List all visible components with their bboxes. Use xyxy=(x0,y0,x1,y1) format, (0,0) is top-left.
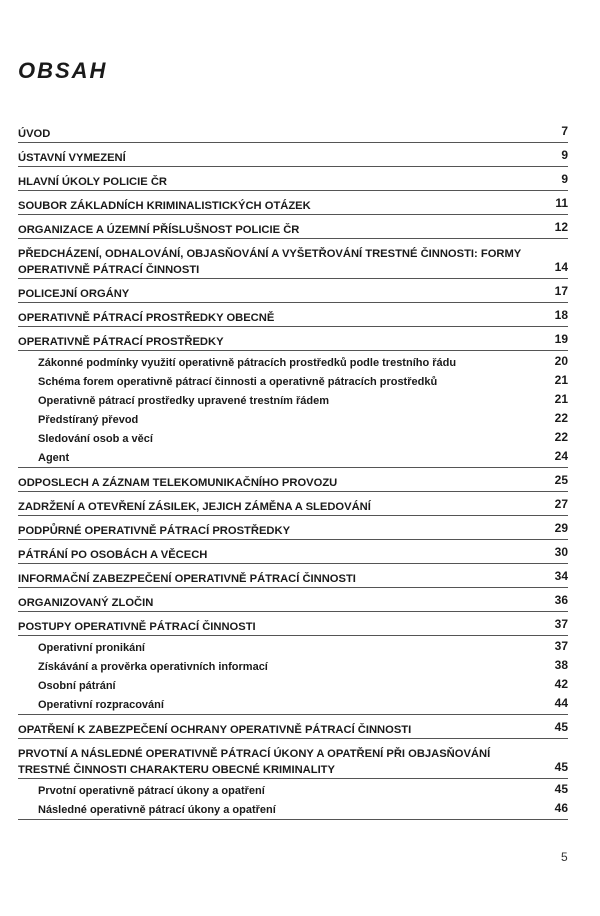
toc-entry xyxy=(18,173,568,191)
toc-entry-label: PODPŮRNÉ OPERATIVNĚ PÁTRACÍ PROSTŘEDKY xyxy=(18,525,291,537)
toc-entry-page: 36 xyxy=(554,593,568,607)
toc-entry-label: ZADRŽENÍ A OTEVŘENÍ ZÁSILEK, JEJICH ZÁMĚNA A SLEDOVÁNÍ xyxy=(18,501,371,513)
toc-entry-page: 44 xyxy=(554,696,568,710)
toc-subentry xyxy=(18,429,568,448)
toc-entry-label: Operativně pátrací prostředky upravené trestním řádem xyxy=(38,395,329,407)
toc-entry-label: INFORMAČNÍ ZABEZPEČENÍ OPERATIVNĚ PÁTRACÍ ČINNOSTI xyxy=(18,573,356,585)
toc-entry-label: Sledování osob a věcí xyxy=(38,433,153,445)
toc-entry-label: Agent xyxy=(38,452,70,464)
toc-entry xyxy=(18,618,568,636)
toc-entry-page: 45 xyxy=(554,760,568,774)
toc-entry-label: SOUBOR ZÁKLADNÍCH KRIMINALISTICKÝCH OTÁZEK xyxy=(18,200,311,212)
toc-entry-page: 22 xyxy=(554,430,568,444)
toc-subentry xyxy=(18,638,568,657)
toc-entry-page: 12 xyxy=(554,220,568,234)
toc-entry-label: Zákonné podmínky využití operativně pátracích prostředků podle trestního řádu xyxy=(38,357,457,369)
toc-entry-page: 27 xyxy=(554,497,568,511)
toc-entry xyxy=(18,721,568,739)
toc-entry-label: Prvotní operativně pátrací úkony a opatření xyxy=(38,785,265,797)
toc-entry xyxy=(18,474,568,492)
toc-subentry xyxy=(18,353,568,372)
toc-entry-label: OPATŘENÍ K ZABEZPEČENÍ OCHRANY OPERATIVNĚ PÁTRACÍ ČINNOSTI xyxy=(18,724,412,736)
toc-entry-label: ORGANIZOVANÝ ZLOČIN xyxy=(18,597,154,609)
toc-entry-label: Osobní pátrání xyxy=(38,680,116,692)
toc-entry-page: 9 xyxy=(561,172,568,186)
toc-subentry xyxy=(18,657,568,676)
toc-entry xyxy=(18,197,568,215)
toc-subentry xyxy=(18,372,568,391)
toc-entry-page: 46 xyxy=(554,801,568,815)
toc-entry-page: 38 xyxy=(554,658,568,672)
toc-entry-label: Operativní pronikání xyxy=(38,642,145,654)
toc-entry-page: 9 xyxy=(561,148,568,162)
toc-entry xyxy=(18,522,568,540)
toc-entry-label: PŘEDCHÁZENÍ, ODHALOVÁNÍ, OBJASŇOVÁNÍ A VYŠETŘOVÁNÍ TRESTNÉ ČINNOSTI: FORMY OPERATIVNĚ PÁTRACÍ ČINNOSTI xyxy=(18,248,522,276)
toc-entry-label: Předstíraný převod xyxy=(38,414,139,426)
page-title: OBSAH xyxy=(18,58,108,83)
toc-subentry xyxy=(18,676,568,695)
toc-entry-page: 45 xyxy=(554,720,568,734)
page-number: 5 xyxy=(561,850,568,864)
toc-entry-page: 11 xyxy=(555,196,568,210)
toc-entry-page: 29 xyxy=(554,521,568,535)
toc-entry-page: 45 xyxy=(554,782,568,796)
toc-subentry xyxy=(18,800,568,820)
toc-entry xyxy=(18,125,568,143)
toc-entry xyxy=(18,309,568,327)
toc-entry xyxy=(18,149,568,167)
toc-entry-label: Operativní rozpracování xyxy=(38,699,164,711)
toc-entry-label: Získávání a prověrka operativních informací xyxy=(38,661,268,673)
toc-entry-label: Následné operativně pátrací úkony a opatření xyxy=(38,804,276,816)
toc-entry-page: 37 xyxy=(554,639,568,653)
toc-entry-page: 17 xyxy=(554,284,568,298)
toc-entry-label: OPERATIVNĚ PÁTRACÍ PROSTŘEDKY OBECNĚ xyxy=(18,312,275,324)
toc-entry-label: ODPOSLECH A ZÁZNAM TELEKOMUNIKAČNÍHO PROVOZU xyxy=(18,477,338,489)
toc-entry-label: PÁTRÁNÍ PO OSOBÁCH A VĚCECH xyxy=(18,549,208,561)
toc-entry-label: Schéma forem operativně pátrací činnosti a operativně pátracích prostředků xyxy=(38,376,438,388)
toc-entry-page: 42 xyxy=(554,677,568,691)
toc-entry-page: 7 xyxy=(561,124,568,138)
toc-entry xyxy=(18,245,568,279)
toc-entry-label: HLAVNÍ ÚKOLY POLICIE ČR xyxy=(18,176,167,188)
toc-entry-label: ÚSTAVNÍ VYMEZENÍ xyxy=(18,152,126,164)
toc-entry xyxy=(18,285,568,303)
toc-entry xyxy=(18,333,568,351)
toc-entry-page: 30 xyxy=(554,545,568,559)
toc-entry-label: PRVOTNÍ A NÁSLEDNÉ OPERATIVNĚ PÁTRACÍ ÚKONY A OPATŘENÍ PŘI OBJASŇOVÁNÍ TRESTNÉ ČINNOSTI CHARAKTERU OBECNÉ KRIMINALITY xyxy=(18,748,491,776)
toc-entry-page: 22 xyxy=(554,411,568,425)
toc-subentry xyxy=(18,695,568,715)
toc-entry-label: POSTUPY OPERATIVNĚ PÁTRACÍ ČINNOSTI xyxy=(18,621,256,633)
toc-entry-page: 18 xyxy=(554,308,568,322)
toc-entry-page: 20 xyxy=(554,354,568,368)
toc-entry-label: OPERATIVNĚ PÁTRACÍ PROSTŘEDKY xyxy=(18,336,224,348)
toc-entry-page: 19 xyxy=(554,332,568,346)
toc-entry xyxy=(18,221,568,239)
toc-entry-page: 21 xyxy=(554,392,568,406)
toc-entry-page: 24 xyxy=(554,449,568,463)
table-of-contents xyxy=(18,125,568,820)
toc-entry xyxy=(18,546,568,564)
toc-entry-label: ÚVOD xyxy=(18,128,51,140)
toc-entry xyxy=(18,594,568,612)
toc-entry-page: 25 xyxy=(554,473,568,487)
toc-subentry xyxy=(18,391,568,410)
toc-entry-page: 37 xyxy=(554,617,568,631)
toc-entry xyxy=(18,745,568,779)
toc-entry xyxy=(18,498,568,516)
toc-entry-label: POLICEJNÍ ORGÁNY xyxy=(18,288,130,300)
toc-subentry xyxy=(18,448,568,468)
toc-entry-page: 34 xyxy=(554,569,568,583)
toc-entry-page: 21 xyxy=(554,373,568,387)
toc-subentry xyxy=(18,410,568,429)
toc-entry xyxy=(18,570,568,588)
toc-entry-page: 14 xyxy=(554,260,568,274)
toc-subentry xyxy=(18,781,568,800)
toc-entry-label: ORGANIZACE A ÚZEMNÍ PŘÍSLUŠNOST POLICIE ČR xyxy=(18,224,300,236)
